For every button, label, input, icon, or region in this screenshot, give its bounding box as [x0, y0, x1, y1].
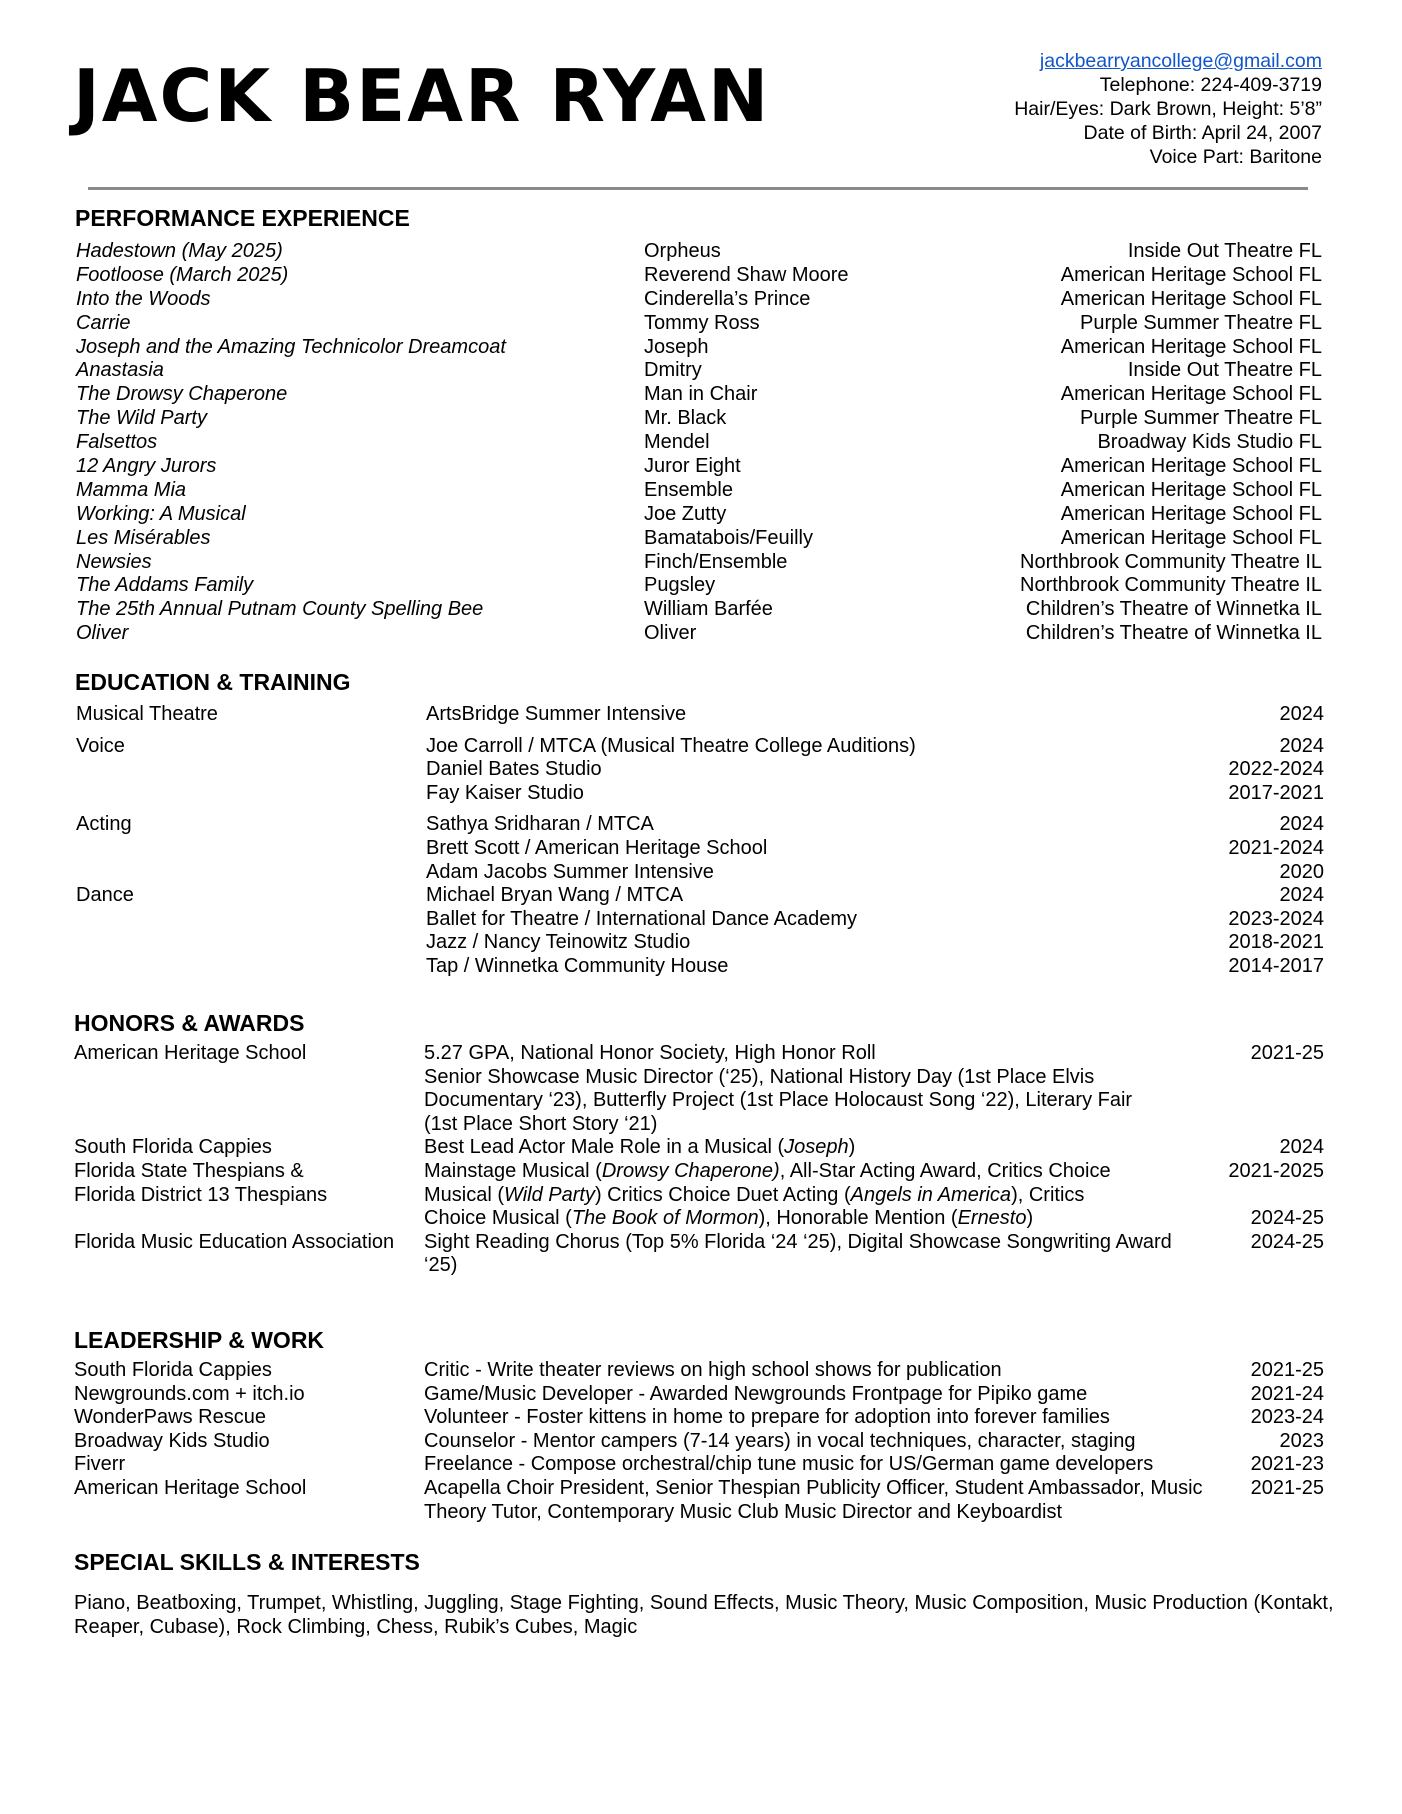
education-category: Musical Theatre	[76, 703, 218, 725]
venue-name: American Heritage School FL	[1060, 383, 1322, 406]
performance-row	[76, 622, 1322, 646]
education-heading: EDUCATION & TRAINING	[75, 669, 351, 695]
leadership-heading: LEADERSHIP & WORK	[74, 1327, 325, 1353]
venue-name: Northbrook Community Theatre IL	[1020, 550, 1322, 573]
education-table	[76, 703, 1324, 979]
performance-row	[76, 479, 1322, 503]
show-title: Into the Woods	[76, 287, 211, 310]
education-item	[426, 955, 1324, 979]
show-title: 12 Angry Jurors	[76, 455, 217, 478]
honors-row	[74, 1231, 1324, 1278]
education-item-year: 2024	[1279, 813, 1324, 836]
education-item	[426, 861, 1324, 885]
role-name: Mr. Black	[644, 407, 727, 430]
role-name: Oliver	[644, 622, 697, 645]
role-name: Bamatabois/Feuilly	[644, 526, 813, 549]
venue-name: American Heritage School FL	[1060, 455, 1322, 478]
education-item-year: 2022-2024	[1228, 758, 1324, 781]
education-item	[426, 735, 1324, 759]
honors-category: Florida Music Education Association	[74, 1230, 395, 1253]
honors-row	[74, 1160, 1324, 1231]
leadership-text: Volunteer - Foster kittens in home to prepare for adoption into forever families	[424, 1406, 1110, 1429]
performance-row	[76, 551, 1322, 575]
performance-row	[76, 383, 1322, 407]
education-group	[76, 813, 1324, 884]
leadership-text: Critic - Write theater reviews on high school shows for publication	[424, 1359, 1002, 1381]
honors-category: American Heritage School	[74, 1042, 307, 1064]
education-item-text: ArtsBridge Summer Intensive	[426, 703, 687, 725]
education-category: Acting	[76, 813, 132, 836]
venue-name: Children’s Theatre of Winnetka IL	[1025, 622, 1322, 645]
show-title: Falsettos	[76, 431, 158, 454]
education-item-text: Daniel Bates Studio	[426, 758, 602, 781]
honors-category: South Florida Cappies	[74, 1136, 272, 1159]
leadership-org: Newgrounds.com + itch.io	[74, 1382, 305, 1405]
leadership-year: 2023-24	[1250, 1406, 1324, 1429]
education-item-year: 2024	[1279, 884, 1324, 907]
hair-eyes-height: Hair/Eyes: Dark Brown, Height: 5’8”	[1014, 98, 1322, 120]
leadership-year: 2021-24	[1250, 1382, 1324, 1405]
skills-heading: SPECIAL SKILLS & INTERESTS	[74, 1549, 420, 1575]
honors-category: Florida State Thespians & Florida District 13 Thespians	[74, 1159, 328, 1206]
honors-year: 2021-2025 2024-25	[1228, 1159, 1324, 1230]
leadership-row	[74, 1430, 1324, 1454]
role-name: Juror Eight	[644, 455, 741, 478]
show-title: The Addams Family	[76, 574, 254, 597]
venue-name: Purple Summer Theatre FL	[1080, 311, 1322, 334]
performance-row	[76, 574, 1322, 598]
honors-text: Sight Reading Chorus (Top 5% Florida ‘24 ‘25), Digital Showcase Songwriting Award ‘25)	[424, 1230, 1172, 1277]
role-name: William Barfée	[644, 598, 773, 621]
leadership-row	[74, 1406, 1324, 1430]
performance-row	[76, 455, 1322, 479]
honors-year: 2021-25	[1250, 1042, 1324, 1064]
role-name: Finch/Ensemble	[644, 550, 788, 573]
education-item-text: Fay Kaiser Studio	[426, 781, 584, 804]
role-name: Ensemble	[644, 478, 733, 501]
education-item	[426, 931, 1324, 955]
honors-text: Best Lead Actor Male Role in a Musical (Joseph)	[424, 1136, 856, 1159]
honors-row	[74, 1042, 1324, 1136]
leadership-year: 2023	[1279, 1429, 1324, 1452]
leadership-row	[74, 1383, 1324, 1407]
education-item-year: 2024	[1279, 703, 1324, 725]
education-item	[426, 884, 1324, 908]
role-name: Orpheus	[644, 240, 721, 262]
honors-text: Mainstage Musical (Drowsy Chaperone), All-Star Acting Award, Critics Choice Musical (Wild Party) Critics Choice Duet Acting (Angels in America), Critics Choice Musical (The Book of Mormon), Honorable Mention (Ernesto)	[424, 1159, 1111, 1230]
leadership-org: Broadway Kids Studio	[74, 1429, 270, 1452]
voice-part: Voice Part: Baritone	[1149, 146, 1322, 168]
education-item-text: Brett Scott / American Heritage School	[426, 836, 768, 859]
honors-heading: HONORS & AWARDS	[74, 1010, 305, 1036]
education-group	[76, 735, 1324, 806]
education-item	[426, 908, 1324, 932]
education-item	[426, 837, 1324, 861]
show-title: Carrie	[76, 311, 131, 334]
skills-text: Piano, Beatboxing, Trumpet, Whistling, Juggling, Stage Fighting, Sound Effects, Music Theory, Music Composition, Music Production (Kontakt, Reaper, Cubase), Rock Climbing, Chess, Rubik’s Cubes, Magic	[74, 1592, 1334, 1638]
performance-row	[76, 503, 1322, 527]
education-item-year: 2017-2021	[1228, 781, 1324, 804]
education-item	[426, 813, 1324, 837]
honors-text: 5.27 GPA, National Honor Society, High Honor Roll	[424, 1042, 876, 1064]
show-title: The 25th Annual Putnam County Spelling Bee	[76, 598, 484, 621]
leadership-year: 2021-25	[1250, 1476, 1324, 1499]
honors-row	[74, 1136, 1324, 1160]
performance-row	[76, 240, 1322, 264]
education-category: Dance	[76, 884, 134, 907]
performance-row	[76, 598, 1322, 622]
date-of-birth: Date of Birth: April 24, 2007	[1083, 122, 1322, 144]
venue-name: American Heritage School FL	[1060, 263, 1322, 286]
leadership-text: Freelance - Compose orchestral/chip tune music for US/German game developers	[424, 1453, 1154, 1476]
venue-name: American Heritage School FL	[1060, 478, 1322, 501]
education-item	[426, 758, 1324, 782]
role-name: Reverend Shaw Moore	[644, 263, 849, 286]
venue-name: Inside Out Theatre FL	[1127, 240, 1322, 262]
leadership-row	[74, 1453, 1324, 1477]
role-name: Cinderella’s Prince	[644, 287, 811, 310]
contact-block	[862, 49, 1322, 169]
show-title: Mamma Mia	[76, 478, 187, 501]
education-item-text: Ballet for Theatre / International Dance Academy	[426, 907, 857, 930]
show-title: Les Misérables	[76, 526, 211, 549]
performance-row	[76, 288, 1322, 312]
education-item-year: 2024	[1279, 734, 1324, 757]
show-title: Working: A Musical	[76, 502, 246, 525]
education-item-year: 2014-2017	[1228, 954, 1324, 977]
honors-year: 2024	[1279, 1136, 1324, 1159]
leadership-text: Acapella Choir President, Senior Thespian Publicity Officer, Student Ambassador, Music Theory Tutor, Contemporary Music Club Music Director and Keyboardist	[424, 1476, 1203, 1523]
performance-row	[76, 336, 1322, 360]
venue-name: Children’s Theatre of Winnetka IL	[1025, 598, 1322, 621]
leadership-year: 2021-25	[1250, 1359, 1324, 1381]
show-title: Footloose (March 2025)	[76, 263, 289, 286]
performance-heading: PERFORMANCE EXPERIENCE	[75, 205, 410, 231]
venue-name: Purple Summer Theatre FL	[1080, 407, 1322, 430]
leadership-table	[74, 1359, 1324, 1524]
leadership-text: Counselor - Mentor campers (7-14 years) in vocal techniques, character, staging	[424, 1429, 1136, 1452]
honors-table	[74, 1042, 1324, 1278]
show-title: The Drowsy Chaperone	[76, 383, 288, 406]
education-item-text: Joe Carroll / MTCA (Musical Theatre College Auditions)	[426, 734, 916, 757]
education-item-text: Michael Bryan Wang / MTCA	[426, 884, 684, 907]
role-name: Man in Chair	[644, 383, 758, 406]
education-group	[76, 884, 1324, 978]
role-name: Tommy Ross	[644, 311, 760, 334]
education-item-text: Tap / Winnetka Community House	[426, 954, 729, 977]
education-item-year: 2020	[1279, 860, 1324, 883]
performance-row	[76, 264, 1322, 288]
role-name: Dmitry	[644, 359, 702, 382]
leadership-year: 2021-23	[1250, 1453, 1324, 1476]
education-item-year: 2023-2024	[1228, 907, 1324, 930]
role-name: Pugsley	[644, 574, 716, 597]
leadership-org: Fiverr	[74, 1453, 126, 1476]
leadership-row	[74, 1359, 1324, 1383]
venue-name: American Heritage School FL	[1060, 287, 1322, 310]
role-name: Joe Zutty	[644, 502, 727, 525]
performance-row	[76, 359, 1322, 383]
telephone: Telephone: 224-409-3719	[1099, 74, 1322, 96]
education-item-text: Jazz / Nancy Teinowitz Studio	[426, 931, 691, 954]
show-title: Newsies	[76, 550, 152, 573]
role-name: Mendel	[644, 431, 710, 454]
show-title: Joseph and the Amazing Technicolor Dreamcoat	[76, 335, 506, 358]
header-divider	[88, 187, 1308, 190]
performance-table	[76, 240, 1322, 646]
email-link[interactable]: jackbearryancollege@gmail.com	[1039, 50, 1322, 72]
honors-year: 2024-25	[1250, 1230, 1324, 1253]
show-title: Anastasia	[76, 359, 164, 382]
show-title: The Wild Party	[76, 407, 207, 430]
performance-row	[76, 431, 1322, 455]
performance-row	[76, 312, 1322, 336]
leadership-org: American Heritage School	[74, 1476, 307, 1499]
leadership-row	[74, 1477, 1324, 1524]
performance-row	[76, 407, 1322, 431]
leadership-org: WonderPaws Rescue	[74, 1406, 266, 1429]
venue-name: American Heritage School FL	[1060, 526, 1322, 549]
venue-name: American Heritage School FL	[1060, 502, 1322, 525]
venue-name: Inside Out Theatre FL	[1127, 359, 1322, 382]
education-item-year: 2021-2024	[1228, 836, 1324, 859]
education-item-year: 2018-2021	[1228, 931, 1324, 954]
leadership-org: South Florida Cappies	[74, 1359, 272, 1381]
education-item	[426, 782, 1324, 806]
venue-name: Broadway Kids Studio FL	[1097, 431, 1322, 454]
role-name: Joseph	[644, 335, 709, 358]
leadership-text: Game/Music Developer - Awarded Newgrounds Frontpage for Pipiko game	[424, 1382, 1088, 1405]
education-group	[76, 703, 1324, 727]
honors-text: Senior Showcase Music Director (‘25), National History Day (1st Place Elvis Documentary ‘23), Butterfly Project (1st Place Holocaust Song ‘22), Literary Fair (1st Place Short Story ‘21)	[424, 1065, 1133, 1135]
venue-name: Northbrook Community Theatre IL	[1020, 574, 1322, 597]
show-title: Hadestown (May 2025)	[76, 240, 283, 262]
education-item-text: Adam Jacobs Summer Intensive	[426, 860, 714, 883]
performance-row	[76, 527, 1322, 551]
education-item-text: Sathya Sridharan / MTCA	[426, 813, 654, 836]
education-category: Voice	[76, 734, 125, 757]
education-item	[426, 703, 1324, 727]
candidate-name: JACK BEAR RYAN	[73, 54, 771, 138]
show-title: Oliver	[76, 622, 129, 645]
venue-name: American Heritage School FL	[1060, 335, 1322, 358]
